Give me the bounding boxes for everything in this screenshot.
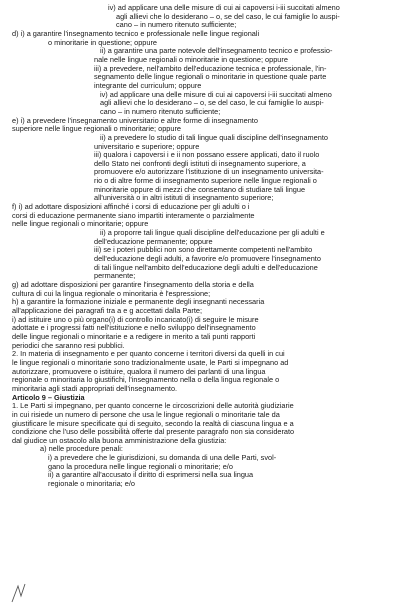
text-line: f) i) ad adottare disposizioni affinché i corsi di educazione per gli adulti o i xyxy=(12,203,250,212)
text-line: di tali lingue nell'ambito dell'educazione degli adulti e dell'educazione xyxy=(94,263,318,272)
text-line: cultura di cui la lingua regionale o minoritaria è l'espressione; xyxy=(12,289,211,298)
text-line: in cui risiede un numero di persone che usa le lingue regionali o minoritarie tale da xyxy=(12,410,280,419)
text-line: agli allievi che lo desiderano – o, se del caso, le cui famiglie lo auspi- xyxy=(116,12,340,21)
text-line: minoritarie oppure di mezzi che consentano di studiare tali lingue xyxy=(94,185,306,194)
text-line: iii) qualora i capoversi i e ii non possano essere applicati, dato il ruolo xyxy=(94,151,320,160)
text-line: le lingue regionali o minoritarie sono tradizionalmente usate, le Parti si impegnano ad xyxy=(12,358,289,367)
text-line: all'applicazione dei paragrafi tra a e g accettati dalla Parte; xyxy=(12,306,203,315)
text-line: d) i) a garantire l'insegnamento tecnico e professionale nelle lingue regionali xyxy=(12,29,260,38)
article-heading: Articolo 9 – Giustizia xyxy=(12,393,85,402)
text-line: iv) ad applicare una delle misure di cui ai capoversi i-iii succitati almeno xyxy=(108,4,340,12)
text-line: cano – in numero ritenuto sufficiente; xyxy=(100,107,221,116)
text-line: 1. Le Parti si impegnano, per quanto concerne le circoscrizioni delle autorità giudiziarie xyxy=(12,402,294,411)
text-line: iii) a prevedere, nell'ambito dell'educazione tecnica e professionale, l'in- xyxy=(94,64,327,73)
text-line: ii) a prevedere lo studio di tali lingue quali discipline dell'insegnamento xyxy=(100,133,328,142)
text-line: corsi di educazione permanente siano impartiti interamente o parzialmente xyxy=(12,211,255,220)
text-line: superiore nelle lingue regionali o minoritarie; oppure xyxy=(12,125,182,134)
text-line: rio o di altre forme di insegnamento superiore nelle lingue regionali o xyxy=(94,177,317,186)
text-line: delle lingue regionali o minoritarie e a redigere in merito a tali punti rapporti xyxy=(12,332,256,341)
document-body xyxy=(12,4,401,489)
text-line: h) a garantire la formazione iniziale e permanente degli insegnanti necessaria xyxy=(12,298,265,307)
text-line: g) ad adottare disposizioni per garantire l'insegnamento della storia e della xyxy=(12,281,254,289)
text-line: universitario e superiore; oppure xyxy=(94,142,200,151)
text-line: ii) a proporre tali lingue quali discipline dell'educazione per gli adulti e xyxy=(100,229,325,238)
text-line: segnamento delle lingue regionali o minoritarie in questione quale parte xyxy=(94,73,327,82)
text-line: 2. In materia di insegnamento e per quanto concerne i territori diversi da quelli in cui xyxy=(12,350,285,359)
text-line: o minoritarie in questione; oppure xyxy=(48,38,157,47)
text-line: autorizzare, promuovere o istituire, qualora il numero dei parlanti di una lingua xyxy=(12,367,266,376)
text-line: permanente; xyxy=(94,272,136,281)
text-line: promuovere e/o autorizzare l'istituzione di un insegnamento universita- xyxy=(94,168,324,177)
text-line: dell'educazione degli adulti, a favorire e/o promuovere l'insegnamento xyxy=(94,255,321,264)
text-line: iv) ad applicare una delle misure di cui ai capoversi i-iii succitati almeno xyxy=(100,90,332,99)
text-line: nelle lingue regionali o minoritarie; oppure xyxy=(12,220,149,229)
text-line: agli allievi che lo desiderano – o, se del caso, le cui famiglie lo auspi- xyxy=(100,99,324,108)
text-line: i) a prevedere che le giurisdizioni, su domanda di una delle Parti, svol- xyxy=(48,454,277,463)
text-line: dell'educazione permanente; oppure xyxy=(94,237,213,246)
text-line: dello Stato nei confronti degli istituti di insegnamento superiore, a xyxy=(94,159,306,168)
text-line: regionale o minoritaria; e/o xyxy=(48,480,135,489)
text-line: condizione che l'uso delle possibilità offerte dal presente paragrafo non sia considerato xyxy=(12,428,295,437)
text-line: giustificare le misure specificate qui di seguito, secondo la realtà di ciascuna lingua e a xyxy=(12,419,294,428)
text-line: adottate e i progressi fatti nell'istituzione e nello sviluppo dell'insegnamento xyxy=(12,324,256,333)
text-line: periodici che saranno resi pubblici. xyxy=(12,341,125,350)
text-line: integrante del curriculum; oppure xyxy=(94,81,202,90)
text-line: i) ad istituire uno o più organo(i) di controllo incaricato(i) di seguire le misure xyxy=(12,315,259,324)
text-line: minoritaria agli stadi appropriati dell'insegnamento. xyxy=(12,384,178,393)
text-line: ii) a garantire una parte notevole dell'insegnamento tecnico e professio- xyxy=(100,47,333,56)
text-line: a) nelle procedure penali: xyxy=(40,445,123,454)
handwritten-mark-icon xyxy=(10,582,28,604)
text-line: e) i) a prevedere l'insegnamento universitario e altre forme di insegnamento xyxy=(12,116,258,125)
text-line: iii) se i poteri pubblici non sono direttamente competenti nell'ambito xyxy=(94,246,313,255)
text-line: all'università o in altri istituti di insegnamento superiore; xyxy=(94,194,274,203)
text-line: ii) a garantire all'accusato il diritto di esprimersi nella sua lingua xyxy=(48,471,254,480)
text-line: regionale o minoritaria lo giustifichi, l'insegnamento nella o della lingua regionale o xyxy=(12,376,280,385)
text-line: nale nelle lingue regionali o minoritarie in questione; oppure xyxy=(94,55,288,64)
text-line: dal giudice un ostacolo alla buona amministrazione della giustizia: xyxy=(12,436,227,445)
text-line: cano – in numero ritenuto sufficiente; xyxy=(116,21,237,30)
text-line: gano la procedura nelle lingue regionali o minoritarie; e/o xyxy=(48,462,233,471)
